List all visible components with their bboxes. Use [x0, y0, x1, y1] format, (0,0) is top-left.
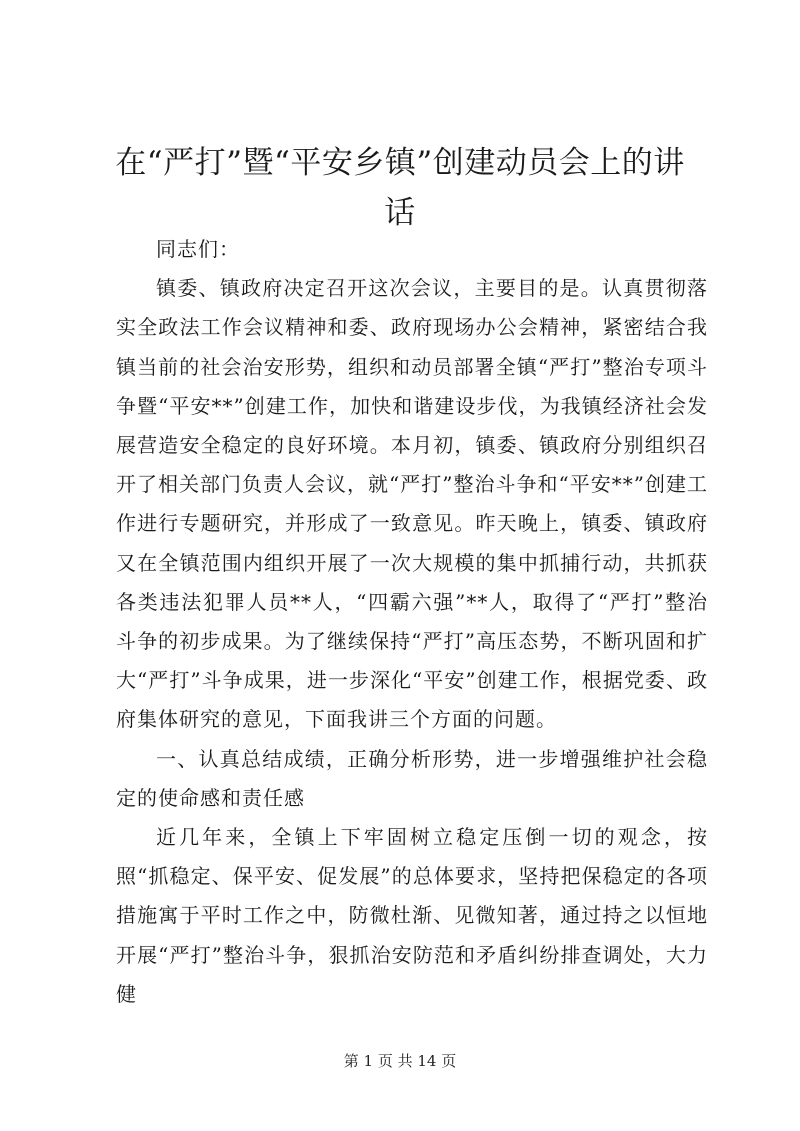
section-heading-1: 一、认真总结成绩，正确分析形势，进一步增强维护社会稳定的使命感和责任感 — [116, 746, 708, 810]
document-title: 在“严打”暨“平安乡镇”创建动员会上的讲话 — [115, 145, 685, 231]
paragraph-section-1: 近几年来，全镇上下牢固树立稳定压倒一切的观念，按照“抓稳定、保平安、促发展”的总体要求，坚持把保稳定的各项措施寓于平时工作之中，防微杜渐、见微知著，通过持之以恒地开展“严打”整治斗争，狠抓治安防范和矛盾纠纷排查调处，大力健 — [116, 825, 708, 1006]
paragraph-intro: 镇委、镇政府决定召开这次会议，主要目的是。认真贯彻落实全政法工作会议精神和委、政府现场办公会精神，紧密结合我镇当前的社会治安形势，组织和动员部署全镇“严打”整治专项斗争暨“平安**”创建工作，加快和谐建设步伐，为我镇经济社会发展营造安全稳定的良好环境。本月初，镇委、镇政府分别组织召开了相关部门负责人会议，就“严打”整治斗争和“平安**”创建工作进行专题研究，并形成了一致意见。昨天晚上，镇委、镇政府又在全镇范围内组织开展了一次大规模的集中抓捕行动，共抓获各类违法犯罪人员**人，“四霸六强”**人，取得了“严打”整治斗争的初步成果。为了继续保持“严打”高压态势，不断巩固和扩大“严打”斗争成果，进一步深化“平安”创建工作，根据党委、政府集体研究的意见，下面我讲三个方面的问题。 — [116, 276, 708, 732]
document-body — [116, 230, 708, 1014]
page-number: 第 1 页 共 14 页 — [343, 1052, 457, 1070]
salutation: 同志们： — [156, 237, 240, 261]
